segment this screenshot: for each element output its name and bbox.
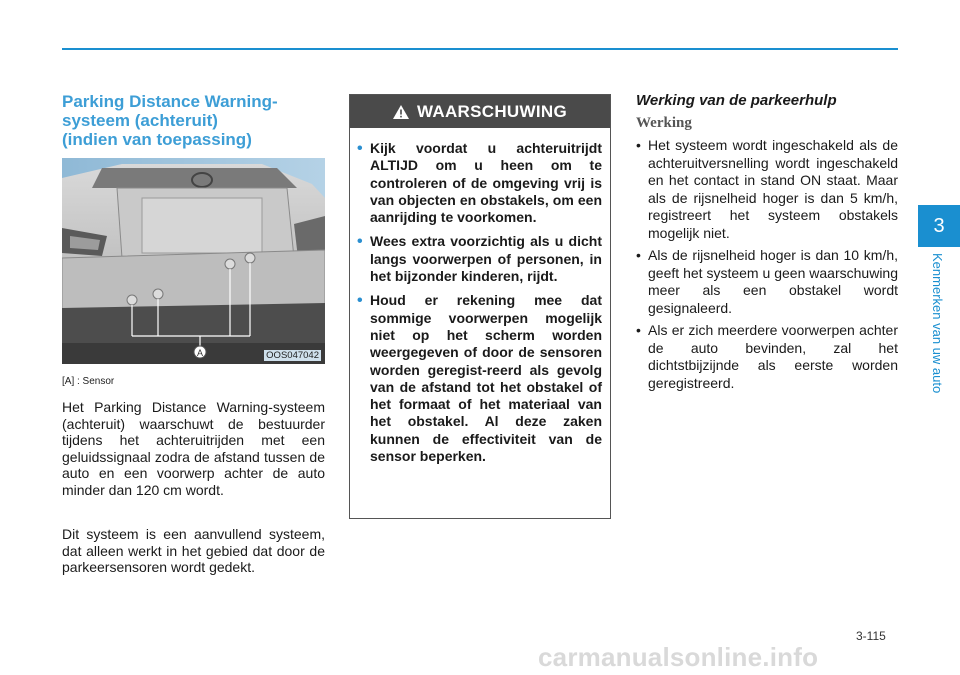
page-number: 3-115 (856, 629, 886, 643)
warning-list (350, 128, 610, 465)
watermark: carmanualsonline.info (538, 642, 819, 672)
warning-triangle-icon (393, 105, 409, 119)
warning-item: • Houd er rekening mee dat sommige voorwerpen mogelijk niet op het scherm worden weergegeven of door de sensoren worden geregist-reerd als gevolg van de afstand tot het obstakel of het formaat of het materiaal van het obstakel. Al deze zaken kunnen de effectiviteit van de sensor beperken. (370, 292, 602, 465)
operation-title: Werking van de parkeerhulp (636, 92, 837, 109)
sensor-marker-label: A (196, 348, 204, 358)
section-title-line: (indien van toepassing) (62, 130, 252, 149)
chapter-label: Kenmerken van uw auto (930, 253, 945, 394)
operation-subtitle: Werking (636, 115, 692, 131)
car-rear-figure (62, 158, 325, 364)
warning-item: • Wees extra voorzichtig als u dicht langs voorwerpen of personen, in het bijzonder kinderen, rijdt. (370, 233, 602, 285)
warning-item: • Kijk voordat u achteruitrijdt ALTIJD om u heen om te controleren of de omgeving vrij is van objecten en obstakels, om een aanrijding te voorkomen. (370, 140, 602, 226)
section-title (62, 92, 325, 149)
figure-caption: [A] : Sensor (62, 376, 115, 387)
chapter-side-label (929, 253, 949, 413)
warning-header-label: WAARSCHUWING (417, 101, 567, 121)
figure-code: OOS047042 (266, 350, 319, 361)
operation-list (636, 137, 898, 397)
chapter-tab: 3 (918, 205, 960, 247)
top-rule (62, 48, 898, 50)
intro-paragraph: Het Parking Distance Warning-systeem (achteruit) waarschuwt de bestuurder tijdens het achteruitrijden met een geluidssignaal zodra de afstand tussen de auto en een voorwerp achter de auto minder dan 120 cm wordt. (62, 399, 325, 498)
operation-item: • Als er zich meerdere voorwerpen achter de auto bevinden, zal het dichtstbijzijnde als eerste worden geregistreerd. (636, 322, 898, 392)
operation-item: • Als de rijsnelheid hoger is dan 10 km/h, geeft het systeem u geen waarschuwing meer als een obstakel wordt gesignaleerd. (636, 247, 898, 317)
warning-header (350, 95, 610, 128)
car-rear-illustration (62, 158, 325, 364)
section-title-line: Parking Distance Warning- (62, 92, 278, 111)
operation-item: • Het systeem wordt ingeschakeld als de achteruitversnelling wordt ingeschakeld en het contact in stand ON staat. Maar als de rijsnelheid hoger is dan 5 km/h, registreert het systeem obstakels mogelijk niet. (636, 137, 898, 242)
section-title-line: systeem (achteruit) (62, 111, 218, 130)
supplementary-paragraph: Dit systeem is een aanvullend systeem, dat alleen werkt in het gebied dat door de parkeersensoren wordt gedekt. (62, 526, 325, 575)
warning-box (349, 94, 611, 519)
